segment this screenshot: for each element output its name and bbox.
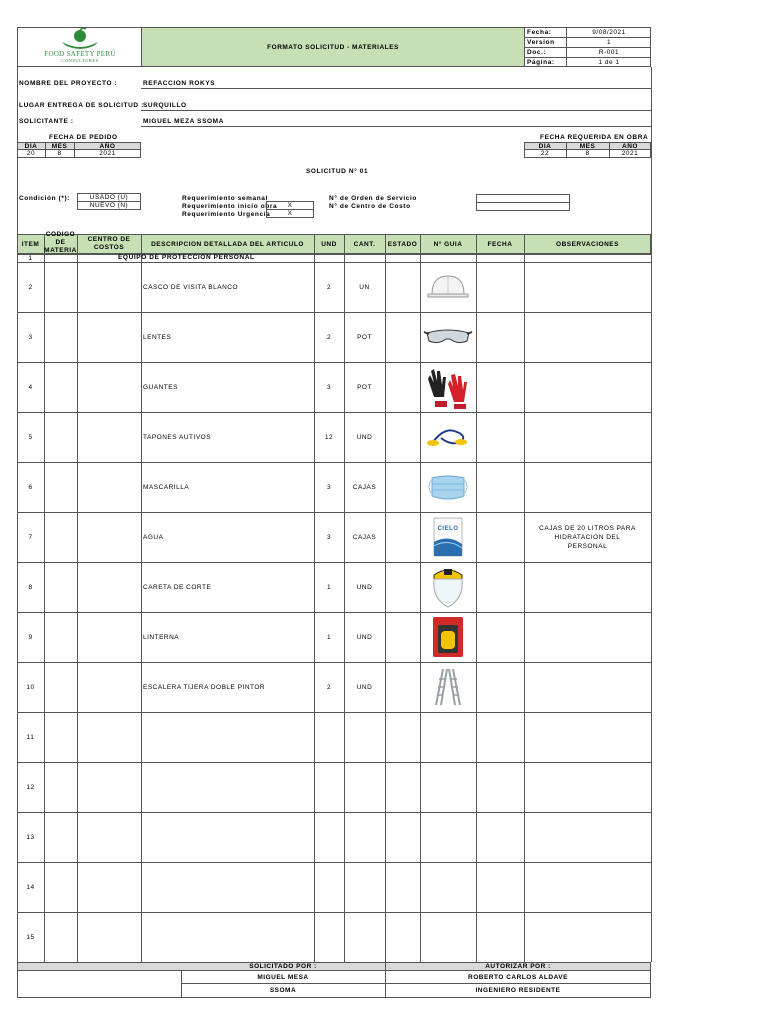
row-und: 12 [324,433,334,441]
row-description [141,712,314,762]
required-date-label: FECHA REQUERIDA EN OBRA [540,134,649,141]
form-title: FORMATO SOLICITUD - MATERIALES [267,43,399,51]
row-und [314,712,344,762]
row-observations [524,462,651,512]
logo-text-main: FOOD SAFETY PERÚ [44,50,116,58]
row-observations [524,262,651,312]
order-year-value: 2021 [99,150,116,157]
required-day-value: 22 [540,150,550,157]
col-header-description: DESCRIPCION DETALLADA DEL ARTICULO [151,240,304,248]
row-description: LINTERNA [143,633,180,641]
req-urgent-mark: X [287,210,293,217]
meta-page-label: Página: [527,59,555,66]
required-year-header: AÑO [622,142,638,150]
row-observations [524,412,651,462]
row-item-number: 13 [26,833,35,841]
required-month-header: MES [579,142,596,150]
water-box-icon [420,512,476,562]
row-item-number: 9 [28,633,33,641]
row-item-number: 5 [28,433,33,441]
row-quantity [344,812,385,862]
row-item-number: 10 [26,683,35,691]
order-day-header: DIA [24,142,38,150]
meta-doc-label: Doc.: [527,49,547,56]
authorized-by-label: AUTORIZAR POR : [485,963,551,970]
req-weekly-label: Requerimiento semanal [182,195,268,202]
col-header-qty: CANT. [353,240,376,248]
gloves-icon [420,362,476,412]
row-quantity: CAJAS [352,533,377,541]
condition-used-label: USADO (U) [89,194,129,201]
row-und [314,912,344,962]
row-item-number: 7 [28,533,33,541]
row-quantity [344,912,385,962]
authorizer-signature-role: INGENIERO RESIDENTE [475,987,561,994]
row-item-number: 11 [26,733,35,741]
row-observations: CAJAS DE 20 LITROS PARA HIDRATACION DEL PERSONAL [539,524,636,550]
face-shield-icon [420,562,476,612]
row-und [314,862,344,912]
req-start-mark: X [287,202,293,209]
glasses-icon [420,312,476,362]
logo-text-sub: CONSULTORES [61,58,99,63]
meta-doc-value: R-001 [598,48,620,56]
req-urgent-label: Requerimiento Urgencia [182,211,271,218]
row-quantity: UND [356,583,373,591]
condition-new-label: NUEVO (N) [89,202,129,209]
meta-version-label: Version [527,39,555,46]
requester-label: SOLICITANTE : [19,118,74,125]
requester-signature-role: SSOMA [269,987,297,994]
section-item-number: 1 [28,254,33,262]
row-quantity: POT [357,333,372,341]
row-und [314,812,344,862]
row-item-number: 12 [26,783,35,791]
row-und: 3 [326,483,332,491]
row-observations [524,662,651,712]
row-observations [524,812,651,862]
row-observations [524,762,651,812]
cost-center-field[interactable] [476,202,570,211]
row-description: AGUA [143,533,164,541]
authorizer-signature-name: ROBERTO CARLOS ALDAVE [468,973,568,981]
ladder-icon [420,662,476,712]
required-year-value: 2021 [621,150,639,157]
col-header-cost-center: CENTRO DE COSTOS [87,236,131,251]
meta-date-value: 9/08/2021 [592,28,626,36]
col-header-guide: N° GUIA [433,240,463,248]
project-name-label: NOMBRE DEL PROYECTO : [19,80,118,87]
row-description: MASCARILLA [143,483,190,491]
project-name-value: REFACCION ROKYS [143,80,216,87]
company-logo [40,28,120,64]
order-date-label: FECHA DE PEDIDO [49,134,118,141]
row-quantity [344,712,385,762]
col-header-und: UND [321,240,337,248]
row-description [141,862,314,912]
row-description: CARETA DE CORTE [143,583,212,591]
earplugs-icon [420,412,476,462]
row-und: 3 [326,383,332,391]
mask-icon [420,462,476,512]
row-quantity: UND [356,433,373,441]
row-quantity [344,762,385,812]
col-header-code: CODIGO DE MATERIA [44,231,77,254]
col-header-state: ESTADO [387,240,418,248]
order-month-header: MES [51,142,68,150]
row-item-number: 14 [26,883,35,891]
meta-date-label: Fecha: [527,29,552,36]
row-quantity: UND [356,683,373,691]
row-und [314,762,344,812]
col-header-date: FECHA [487,240,513,248]
row-observations [524,862,651,912]
row-item-number: 6 [28,483,33,491]
col-header-item: ITEM [21,240,40,248]
required-day-header: DIA [538,142,552,150]
required-month-value: 8 [585,150,590,157]
row-quantity: CAJAS [352,483,377,491]
condition-label: Condición (*): [19,195,71,202]
row-quantity: UN [359,283,370,291]
row-description: TAPONES AUTIVOS [143,433,212,441]
request-number: SOLICITUD N° 01 [306,168,369,175]
meta-version-value: 1 [606,38,612,46]
delivery-place-label: LUGAR ENTREGA DE SOLICITUD : [19,102,144,109]
row-und: 1 [326,583,332,591]
row-description: GUANTES [143,383,178,391]
apple-hand-icon [40,28,120,50]
row-quantity [344,862,385,912]
row-item-number: 2 [28,283,33,291]
row-description [141,912,314,962]
row-observations [524,712,651,762]
row-observations [524,912,651,962]
row-description [141,812,314,862]
row-observations [524,562,651,612]
row-und: 1 [326,633,332,641]
row-observations [524,612,651,662]
row-item-number: 15 [26,933,35,941]
row-description [141,762,314,812]
row-item-number: 3 [28,333,33,341]
row-quantity: UND [356,633,373,641]
product-brand-label: CIELO [437,526,459,532]
flashlight-icon [420,612,476,662]
row-quantity: POT [357,383,372,391]
row-item-number: 4 [28,383,33,391]
row-und: 2 [326,333,332,341]
meta-page-value: 1 de 1 [598,58,620,66]
row-description: ESCALERA TIJERA DOBLE PINTOR [143,683,266,691]
row-und: 2 [326,683,332,691]
col-header-observations: OBSERVACIONES [556,240,619,248]
req-start-label: Requerimiento inicio obra [182,203,278,210]
delivery-place-value: SURQUILLO [143,102,187,109]
cost-center-label: N° de Centro de Costo [329,203,411,210]
row-observations [524,362,651,412]
order-day-value: 20 [26,150,36,157]
row-description: CASCO DE VISITA BLANCO [143,283,239,291]
row-und: 3 [326,533,332,541]
row-description: LENTES [143,333,172,341]
order-year-header: AÑO [99,142,116,150]
row-und: 2 [326,283,332,291]
requester-signature-name: MIGUEL MESA [257,973,309,981]
service-order-label: N° de Orden de Servicio [329,195,417,202]
requested-by-label: SOLICITADO POR : [249,963,317,970]
helmet-icon [420,262,476,312]
requester-value: MIGUEL MEZA SSOMA [143,118,224,125]
section-title: EQUIPO DE PROTECCION PERSONAL [118,254,255,261]
order-month-value: 8 [57,150,62,157]
row-observations [524,312,651,362]
row-item-number: 8 [28,583,33,591]
